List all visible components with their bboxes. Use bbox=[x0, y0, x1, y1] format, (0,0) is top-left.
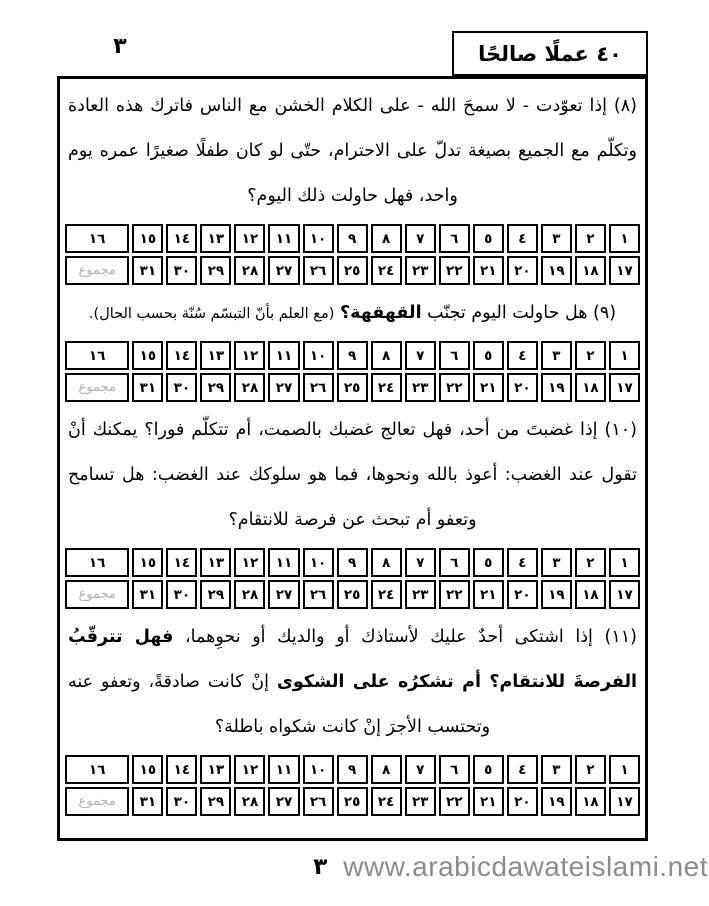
day-cell: ١٥ bbox=[132, 341, 163, 370]
book-title: ٤٠ عملًا صالحًا bbox=[478, 41, 622, 66]
day-cell: ١٣ bbox=[200, 755, 231, 784]
day-cell: ٢٨ bbox=[234, 373, 265, 402]
day-cell: ١٦ bbox=[65, 341, 129, 370]
sections-container bbox=[60, 79, 645, 819]
day-cell: ٣ bbox=[541, 548, 572, 577]
day-cell: ٣١ bbox=[132, 373, 163, 402]
day-cell: ٧ bbox=[405, 548, 436, 577]
day-cell: ٦ bbox=[439, 755, 470, 784]
day-cell: ١٢ bbox=[234, 755, 265, 784]
day-cell: ١٣ bbox=[200, 548, 231, 577]
day-cell: ١٧ bbox=[609, 256, 640, 285]
day-cell: ٢٤ bbox=[371, 373, 402, 402]
day-cell: ١٦ bbox=[65, 755, 129, 784]
day-cell: ١٨ bbox=[575, 787, 606, 816]
day-cell: ١١ bbox=[268, 341, 299, 370]
day-cell: ٢٨ bbox=[234, 580, 265, 609]
day-cell: ١٤ bbox=[166, 548, 197, 577]
day-cell: ٥ bbox=[473, 548, 504, 577]
text-segment: (١١) إذا اشتكى أحدٌ عليك لأستاذك أو والديك أو نحوِهما، bbox=[173, 627, 637, 647]
day-cell: ٦ bbox=[439, 341, 470, 370]
day-cell: ١٦ bbox=[65, 224, 129, 253]
day-cell: ١٠ bbox=[303, 341, 334, 370]
day-cell: ٨ bbox=[371, 755, 402, 784]
day-cell: ٢ bbox=[575, 224, 606, 253]
day-cell: ٤ bbox=[507, 755, 538, 784]
score-row bbox=[65, 548, 640, 577]
day-cell: ٢٤ bbox=[371, 580, 402, 609]
day-cell: ١٨ bbox=[575, 256, 606, 285]
day-cell: ١ bbox=[609, 224, 640, 253]
day-cell: ١٥ bbox=[132, 755, 163, 784]
text-segment: فهل تترقّبُ الفرصةَ للانتقام؟ أم تشكرُه على الشكوى bbox=[68, 627, 637, 692]
day-cell: ١ bbox=[609, 755, 640, 784]
day-cell: ٢٩ bbox=[200, 373, 231, 402]
day-cell: ١٧ bbox=[609, 373, 640, 402]
day-cell: ٢١ bbox=[473, 373, 504, 402]
day-cell: ١٦ bbox=[65, 548, 129, 577]
day-cell: ٢٥ bbox=[337, 373, 368, 402]
day-cell: ٣٠ bbox=[166, 256, 197, 285]
day-cell: ٢٥ bbox=[337, 580, 368, 609]
day-cell: ٢٥ bbox=[337, 256, 368, 285]
paragraph-item-9 bbox=[68, 291, 637, 336]
day-cell: ١٩ bbox=[541, 580, 572, 609]
total-cell: مجموع bbox=[65, 373, 129, 402]
day-cell: ٢٧ bbox=[268, 256, 299, 285]
section-item-9 bbox=[60, 291, 645, 405]
day-cell: ٢٣ bbox=[405, 256, 436, 285]
day-cell: ٢٧ bbox=[268, 373, 299, 402]
day-cell: ٢٠ bbox=[507, 256, 538, 285]
text-segment: (٨) إذا تعوّدت - لا سمحَ الله - على الكلام الخشن مع الناس فاترك هذه العادة وتكلّم مع الجميع بصيغة تدلّ على الاحترام، حتّى لو كان طفلًا صغيرًا عمره يوم واحد، فهل حاولت ذلك اليوم؟ bbox=[68, 96, 637, 206]
day-cell: ٣ bbox=[541, 224, 572, 253]
day-cell: ٨ bbox=[371, 548, 402, 577]
day-cell: ١٣ bbox=[200, 224, 231, 253]
day-cell: ١٢ bbox=[234, 548, 265, 577]
day-cell: ٢٢ bbox=[439, 256, 470, 285]
score-row bbox=[65, 373, 640, 402]
score-table-item-10 bbox=[62, 545, 643, 612]
day-cell: ١١ bbox=[268, 548, 299, 577]
day-cell: ٣١ bbox=[132, 787, 163, 816]
score-row bbox=[65, 224, 640, 253]
day-cell: ١٩ bbox=[541, 256, 572, 285]
section-item-8 bbox=[60, 84, 645, 288]
score-row bbox=[65, 256, 640, 285]
day-cell: ١٨ bbox=[575, 580, 606, 609]
day-cell: ٢٧ bbox=[268, 787, 299, 816]
day-cell: ٢ bbox=[575, 548, 606, 577]
total-cell: مجموع bbox=[65, 787, 129, 816]
day-cell: ١ bbox=[609, 548, 640, 577]
day-cell: ٣١ bbox=[132, 580, 163, 609]
day-cell: ٢٠ bbox=[507, 580, 538, 609]
score-table-item-8 bbox=[62, 221, 643, 288]
day-cell: ١٥ bbox=[132, 224, 163, 253]
day-cell: ٢٦ bbox=[303, 580, 334, 609]
day-cell: ٣١ bbox=[132, 256, 163, 285]
day-cell: ١٥ bbox=[132, 548, 163, 577]
day-cell: ٢٨ bbox=[234, 787, 265, 816]
day-cell: ٤ bbox=[507, 224, 538, 253]
day-cell: ٧ bbox=[405, 224, 436, 253]
day-cell: ٢٠ bbox=[507, 373, 538, 402]
day-cell: ١٨ bbox=[575, 373, 606, 402]
score-row bbox=[65, 580, 640, 609]
day-cell: ٢٣ bbox=[405, 373, 436, 402]
day-cell: ١٩ bbox=[541, 373, 572, 402]
day-cell: ١١ bbox=[268, 755, 299, 784]
content-frame bbox=[57, 76, 648, 841]
day-cell: ٢٢ bbox=[439, 787, 470, 816]
day-cell: ٧ bbox=[405, 755, 436, 784]
day-cell: ٩ bbox=[337, 224, 368, 253]
day-cell: ٢١ bbox=[473, 787, 504, 816]
text-segment: (١٠) إذا غضبتَ من أحد، فهل تعالج غضبك بالصمت، أم تتكلّم فورا؟ يمكنك أنْ تقول عند الغضب: أعوذ بالله ونحوها، فما هو سلوكك عند الغضب: هل تسامح وتعفو أم تبحث عن فرصة للانتقام؟ bbox=[68, 420, 637, 530]
page-footer bbox=[313, 851, 708, 883]
day-cell: ١٧ bbox=[609, 580, 640, 609]
day-cell: ٨ bbox=[371, 341, 402, 370]
day-cell: ٢٥ bbox=[337, 787, 368, 816]
page-number-top: ٣ bbox=[113, 34, 127, 59]
day-cell: ٥ bbox=[473, 341, 504, 370]
score-table-item-11 bbox=[62, 752, 643, 819]
day-cell: ٢٦ bbox=[303, 256, 334, 285]
day-cell: ٢٩ bbox=[200, 256, 231, 285]
day-cell: ١١ bbox=[268, 224, 299, 253]
day-cell: ٩ bbox=[337, 341, 368, 370]
day-cell: ٣٠ bbox=[166, 787, 197, 816]
book-title-box bbox=[452, 31, 648, 76]
day-cell: ١٣ bbox=[200, 341, 231, 370]
day-cell: ٩ bbox=[337, 548, 368, 577]
day-cell: ١٠ bbox=[303, 755, 334, 784]
day-cell: ٢٢ bbox=[439, 373, 470, 402]
day-cell: ١٠ bbox=[303, 224, 334, 253]
day-cell: ٢١ bbox=[473, 256, 504, 285]
day-cell: ١٢ bbox=[234, 341, 265, 370]
day-cell: ٢٨ bbox=[234, 256, 265, 285]
score-row bbox=[65, 755, 640, 784]
text-segment: القهقهة؟ bbox=[339, 303, 422, 323]
total-cell: مجموع bbox=[65, 256, 129, 285]
day-cell: ١٩ bbox=[541, 787, 572, 816]
day-cell: ٢٧ bbox=[268, 580, 299, 609]
day-cell: ١٤ bbox=[166, 341, 197, 370]
text-segment: (٩) هل حاولت اليوم تجنّب bbox=[421, 303, 617, 323]
paragraph-item-8 bbox=[68, 84, 637, 219]
day-cell: ٢٠ bbox=[507, 787, 538, 816]
day-cell: ٣ bbox=[541, 755, 572, 784]
day-cell: ٥ bbox=[473, 755, 504, 784]
day-cell: ١٤ bbox=[166, 755, 197, 784]
day-cell: ٩ bbox=[337, 755, 368, 784]
day-cell: ٢٢ bbox=[439, 580, 470, 609]
day-cell: ٤ bbox=[507, 548, 538, 577]
day-cell: ٦ bbox=[439, 548, 470, 577]
text-segment: (مع العلم بأنّ التبسّم سُنّة بحسب الحال). bbox=[88, 306, 335, 322]
day-cell: ١٤ bbox=[166, 224, 197, 253]
day-cell: ٣ bbox=[541, 341, 572, 370]
day-cell: ٢٤ bbox=[371, 787, 402, 816]
day-cell: ٢ bbox=[575, 341, 606, 370]
score-row bbox=[65, 787, 640, 816]
day-cell: ١٧ bbox=[609, 787, 640, 816]
text-segment: إنْ كانت صادقةً، وتعفو عنه وتحتسب الأجرَ إنْ كانت شكواه باطلة؟ bbox=[68, 672, 491, 737]
day-cell: ٢٦ bbox=[303, 787, 334, 816]
paragraph-item-11 bbox=[68, 615, 637, 750]
website-url: www.arabicdawateislami.net bbox=[343, 851, 708, 882]
day-cell: ٢٣ bbox=[405, 580, 436, 609]
day-cell: ١٠ bbox=[303, 548, 334, 577]
page-number-bottom: ٣ bbox=[313, 854, 328, 880]
day-cell: ٢ bbox=[575, 755, 606, 784]
day-cell: ٢٤ bbox=[371, 256, 402, 285]
day-cell: ٢٣ bbox=[405, 787, 436, 816]
day-cell: ١٢ bbox=[234, 224, 265, 253]
day-cell: ٦ bbox=[439, 224, 470, 253]
day-cell: ١ bbox=[609, 341, 640, 370]
day-cell: ٢٦ bbox=[303, 373, 334, 402]
score-table-item-9 bbox=[62, 338, 643, 405]
day-cell: ٣٠ bbox=[166, 373, 197, 402]
day-cell: ٣٠ bbox=[166, 580, 197, 609]
score-row bbox=[65, 341, 640, 370]
paragraph-item-10 bbox=[68, 408, 637, 543]
day-cell: ٢١ bbox=[473, 580, 504, 609]
day-cell: ٧ bbox=[405, 341, 436, 370]
section-item-11 bbox=[60, 615, 645, 819]
day-cell: ٥ bbox=[473, 224, 504, 253]
section-item-10 bbox=[60, 408, 645, 612]
day-cell: ٤ bbox=[507, 341, 538, 370]
total-cell: مجموع bbox=[65, 580, 129, 609]
day-cell: ٨ bbox=[371, 224, 402, 253]
day-cell: ٢٩ bbox=[200, 580, 231, 609]
day-cell: ٢٩ bbox=[200, 787, 231, 816]
